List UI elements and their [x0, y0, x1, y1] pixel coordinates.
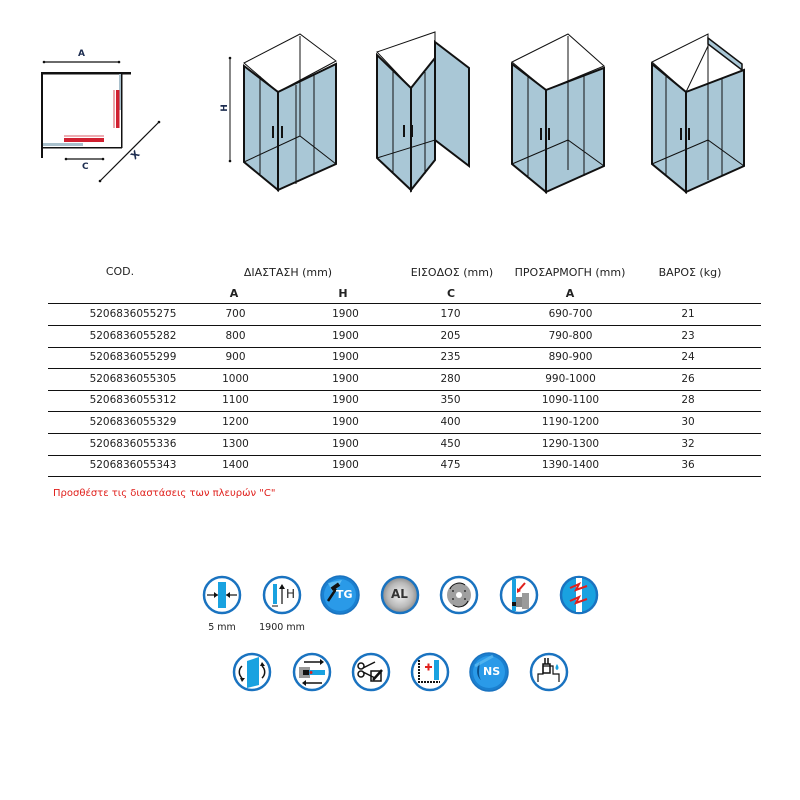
adjustable-profile-icon [292, 652, 332, 692]
cell-kg: 28 [681, 394, 695, 407]
cell-h: 1900 [332, 437, 359, 450]
cell-a: 1400 [222, 459, 249, 472]
height-icon [262, 575, 302, 615]
header-entry: ΕΙΣΟΔΟΣ (mm) [410, 266, 494, 279]
note-text: Προσθέστε τις διαστάσεις των πλευρών "C" [53, 488, 276, 499]
plan-diagram [30, 40, 190, 200]
cell-c: 205 [440, 329, 461, 342]
cell-code: 5206836055282 [89, 329, 177, 342]
easy-clean-icon [529, 652, 569, 692]
cell-c: 235 [440, 351, 461, 364]
cell-a: 1200 [222, 416, 249, 428]
plan-label-c: C [82, 162, 89, 172]
cell-h: 1900 [332, 394, 359, 407]
cell-h: 1900 [332, 351, 359, 364]
header-weight: ΒΑΡΟΣ (kg) [658, 266, 722, 279]
table-row [48, 326, 761, 348]
cell-h: 1900 [332, 459, 359, 472]
subheader-a: A [229, 287, 239, 300]
aluminium-glyph: AL [391, 587, 408, 601]
header-adjustment: ΠΡΟΣΑΡΜΟΓΗ (mm) [514, 266, 626, 279]
height-label: H [219, 104, 230, 112]
shower-variant-4 [648, 30, 748, 195]
roller-wheel-icon [439, 575, 479, 615]
cell-code: 5206836055305 [89, 372, 177, 385]
header-code: COD. [105, 265, 135, 278]
cell-a: 1300 [222, 437, 249, 450]
cut-to-size-icon [351, 652, 391, 692]
cell-c: 400 [440, 416, 461, 428]
shower-variant-3 [508, 30, 608, 195]
aluminium-profile-icon [380, 575, 420, 615]
cell-kg: 36 [681, 459, 695, 472]
table-row [48, 304, 761, 326]
table-row [48, 347, 761, 369]
glass-thickness-label: 5 mm [208, 622, 236, 633]
cell-c: 170 [440, 308, 461, 320]
cell-h: 1900 [332, 329, 359, 342]
cell-adj: 1090-1100 [541, 394, 600, 407]
cell-code: 5206836055275 [89, 308, 177, 320]
cell-adj: 1290-1300 [541, 437, 600, 450]
table-row [48, 412, 761, 434]
water-seal-icon [559, 575, 599, 615]
cell-c: 350 [440, 394, 461, 407]
tempered-glass-glyph: TG [336, 588, 353, 601]
height-icon-glyph: H [286, 587, 296, 601]
nano-shield-icon [469, 652, 509, 692]
cell-h: 1900 [332, 416, 359, 428]
cell-kg: 26 [681, 372, 695, 385]
cell-adj: 890-900 [548, 351, 593, 364]
cell-c: 450 [440, 437, 461, 450]
reversible-icon [232, 652, 272, 692]
cell-a: 1100 [222, 394, 249, 407]
header-dimension: ΔΙΑΣΤΑΣΗ (mm) [243, 266, 333, 279]
cell-a: 1000 [222, 372, 249, 385]
tempered-glass-icon [320, 575, 360, 615]
cell-code: 5206836055312 [89, 394, 177, 407]
table-row [48, 369, 761, 391]
cell-code: 5206836055299 [89, 351, 177, 364]
cell-c: 280 [440, 372, 461, 385]
shower-variant-1 [240, 28, 340, 193]
cell-kg: 30 [681, 416, 695, 428]
subheader-c: C [446, 287, 456, 300]
cell-a: 800 [225, 329, 246, 342]
cell-h: 1900 [332, 308, 359, 320]
height-dimension [220, 55, 240, 165]
nano-shield-glyph: NS [483, 665, 501, 678]
subheader-h: H [338, 287, 348, 300]
cell-a: 700 [225, 308, 246, 320]
subheader-adj-a: A [565, 287, 575, 300]
cell-kg: 23 [681, 329, 695, 342]
cell-c: 475 [440, 459, 461, 472]
cell-h: 1900 [332, 372, 359, 385]
plan-label-x: X [129, 148, 143, 163]
wall-adjustment-icon [410, 652, 450, 692]
height-label-text: 1900 mm [259, 622, 305, 633]
magnetic-closure-icon [499, 575, 539, 615]
cell-adj: 690-700 [548, 308, 593, 320]
cell-kg: 24 [681, 351, 695, 364]
cell-a: 900 [225, 351, 246, 364]
cell-adj: 1190-1200 [541, 416, 600, 428]
cell-code: 5206836055336 [89, 437, 177, 450]
table-row [48, 455, 761, 477]
cell-adj: 1390-1400 [541, 459, 600, 472]
shower-variant-2 [373, 30, 473, 195]
cell-kg: 32 [681, 437, 695, 450]
plan-label-a: A [78, 49, 85, 59]
glass-thickness-icon [202, 575, 242, 615]
cell-adj: 990-1000 [545, 372, 596, 385]
table-row [48, 390, 761, 412]
cell-adj: 790-800 [548, 329, 593, 342]
cell-code: 5206836055329 [89, 416, 177, 428]
table-row [48, 434, 761, 456]
cell-code: 5206836055343 [89, 459, 177, 472]
cell-kg: 21 [681, 308, 695, 320]
